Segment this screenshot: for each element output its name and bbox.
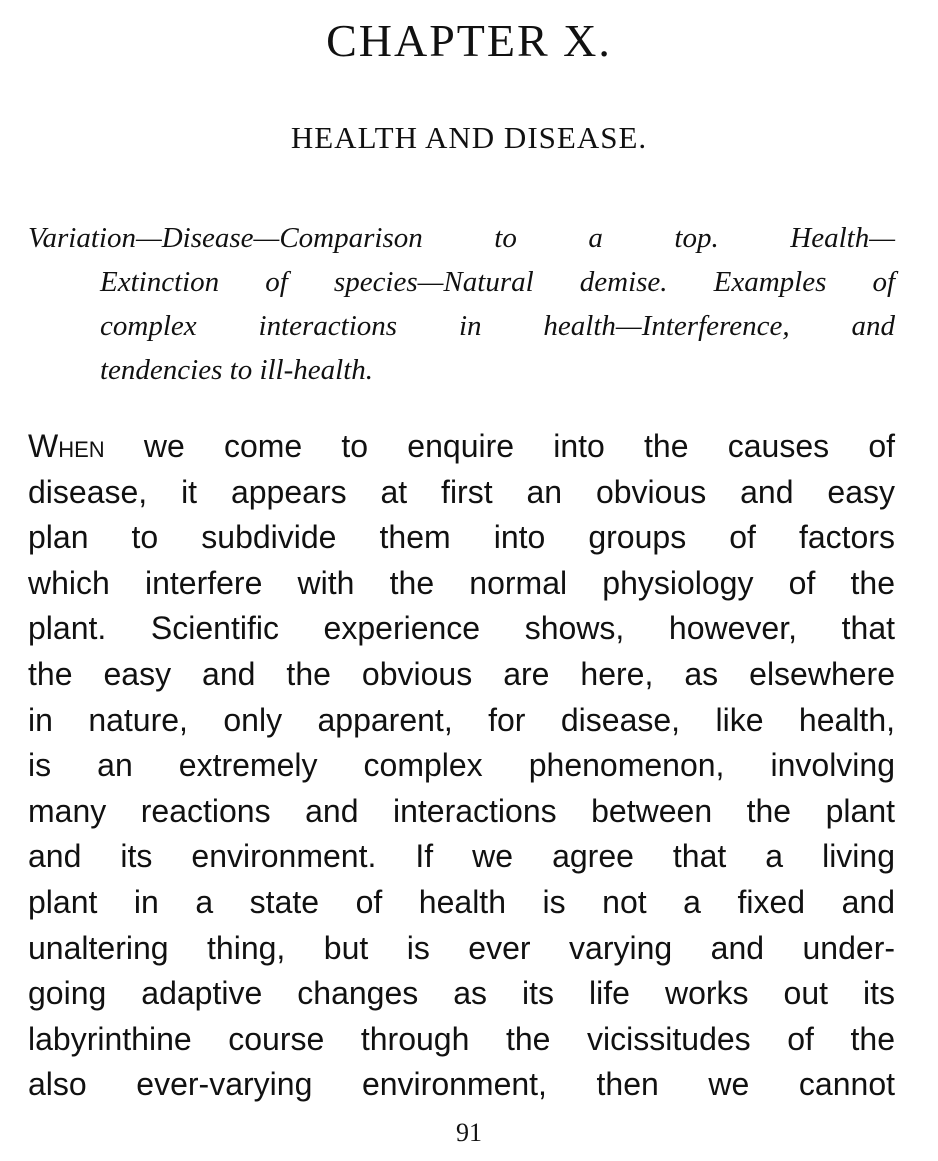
chapter-title: CHAPTER X. bbox=[326, 15, 612, 66]
body-line: in nature, only apparent, for disease, like health, bbox=[28, 701, 895, 738]
body-text bbox=[28, 424, 895, 1108]
body-line bbox=[28, 424, 895, 470]
body-line: plant. Scientific experience shows, however, that bbox=[28, 610, 895, 647]
body-line: plant in a state of health is not a fixed and bbox=[28, 883, 895, 920]
body-line: the easy and the obvious are here, as elsewhere bbox=[28, 655, 895, 692]
body-line: many reactions and interactions between the plant bbox=[28, 792, 895, 829]
body-line: which interfere with the normal physiology of the bbox=[28, 564, 895, 601]
chapter-subtitle: HEALTH AND DISEASE. bbox=[290, 120, 648, 155]
body-line: plan to subdivide them into groups of factors bbox=[28, 519, 895, 556]
body-line: going adaptive changes as its life works out its bbox=[28, 975, 895, 1012]
body-line: disease, it appears at first an obvious and easy bbox=[28, 473, 895, 510]
summary-line: Extinction of species—Natural demise. Examples of bbox=[100, 266, 895, 298]
summary-line: tendencies to ill-health. bbox=[100, 354, 374, 386]
body-line: also ever-varying environment, then we cannot bbox=[28, 1066, 895, 1103]
body-line-text: we come to enquire into the causes of bbox=[104, 428, 895, 464]
page-number: 91 bbox=[456, 1118, 482, 1147]
summary-line: Variation—Disease—Comparison to a top. Health— bbox=[28, 222, 895, 254]
body-line: labyrinthine course through the vicissitudes of the bbox=[28, 1020, 895, 1057]
summary-line: complex interactions in health—Interference, and bbox=[100, 310, 895, 342]
drop-word: When bbox=[28, 428, 105, 464]
body-line: and its environment. If we agree that a living bbox=[28, 838, 895, 875]
body-line: is an extremely complex phenomenon, involving bbox=[28, 747, 895, 784]
chapter-summary bbox=[28, 216, 895, 392]
body-line: unaltering thing, but is ever varying and under- bbox=[28, 929, 895, 966]
